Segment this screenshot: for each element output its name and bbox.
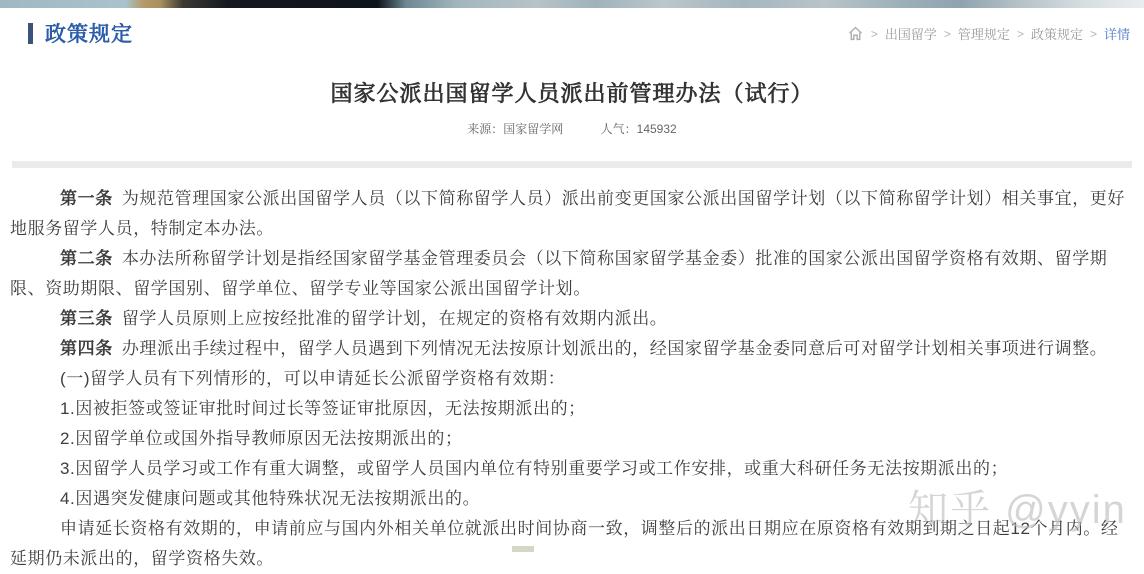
paragraph: [10, 514, 1134, 574]
page-header: [0, 8, 1144, 62]
article-title: 国家公派出国留学人员派出前管理办法（试行）: [330, 81, 814, 106]
paragraph-lead: 第四条: [60, 339, 113, 358]
breadcrumb-item-management-rules[interactable]: 管理规定: [957, 27, 1010, 42]
paragraph-lead: 第二条: [60, 249, 113, 268]
breadcrumb-item-study-abroad[interactable]: 出国留学: [884, 27, 937, 42]
paragraph-text: 办理派出手续过程中，留学人员遇到下列情况无法按原计划派出的，经国家留学基金委同意后可对留学计划相关事项进行调整。: [121, 339, 1108, 358]
breadcrumb-separator: >: [870, 26, 878, 41]
content-divider: [12, 161, 1132, 168]
paragraph-text: 1.因被拒签或签证审批时间过长等签证审批原因，无法按期派出的；: [60, 399, 586, 418]
article-meta: [0, 120, 1144, 137]
paragraph-text: 本办法所称留学计划是指经国家留学基金管理委员会（以下简称国家留学基金委）批准的国家公派出国留学资格有效期、留学期限、资助期限、留学国别、留学单位、留学专业等国家公派出国留学计划。: [10, 249, 1108, 298]
article-body: [0, 184, 1144, 574]
paragraph-text: (一)留学人员有下列情形的，可以申请延长公派留学资格有效期：: [60, 369, 566, 388]
breadcrumb-separator: >: [1016, 26, 1024, 41]
paragraph: [10, 454, 1134, 484]
paragraph: [10, 244, 1134, 304]
breadcrumb-separator: >: [943, 26, 951, 41]
paragraph: [10, 484, 1134, 514]
paragraph-text: 2.因留学单位或国外指导教师原因无法按期派出的；: [60, 429, 463, 448]
paragraph-lead: 第三条: [60, 309, 113, 328]
home-icon[interactable]: [847, 25, 864, 42]
paragraph-text: 申请延长资格有效期的，申请前应与国内外相关单位就派出时间协商一致，调整后的派出日期应在原资格有效期到期之日起12个月内。经延期仍未派出的，留学资格失效。: [10, 519, 1119, 568]
banner-strip: [0, 0, 1144, 8]
paragraph-text: 为规范管理国家公派出国留学人员（以下简称留学人员）派出前变更国家公派出国留学计划（以下简称留学计划）相关事宜，更好地服务留学人员，特制定本办法。: [10, 189, 1126, 238]
breadcrumb-separator: >: [1089, 26, 1097, 41]
paragraph-text: 4.因遇突发健康问题或其他特殊状况无法按期派出的。: [60, 489, 481, 508]
breadcrumb: [847, 24, 1130, 43]
section-accent-bar: [28, 23, 33, 44]
section-title: 政策规定: [45, 23, 133, 46]
breadcrumb-item-detail[interactable]: 详情: [1103, 27, 1130, 42]
paragraph-lead: 第一条: [60, 189, 113, 208]
breadcrumb-item-policy-rules[interactable]: 政策规定: [1030, 27, 1083, 42]
paragraph: [10, 184, 1134, 244]
bottom-partial-marker: [512, 546, 534, 552]
watermark: 知乎 @yyin: [908, 488, 1127, 532]
paragraph: [10, 364, 1134, 394]
paragraph: [10, 424, 1134, 454]
source-label: 来源：国家留学网: [467, 122, 564, 136]
paragraph: [10, 394, 1134, 424]
paragraph: [10, 334, 1134, 364]
views-label: 人气：145932: [600, 122, 677, 136]
paragraph-text: 3.因留学人员学习或工作有重大调整，或留学人员国内单位有特别重要学习或工作安排，或重大科研任务无法按期派出的；: [60, 459, 1009, 478]
paragraph-text: 留学人员原则上应按经批准的留学计划，在规定的资格有效期内派出。: [121, 309, 668, 328]
paragraph: [10, 304, 1134, 334]
